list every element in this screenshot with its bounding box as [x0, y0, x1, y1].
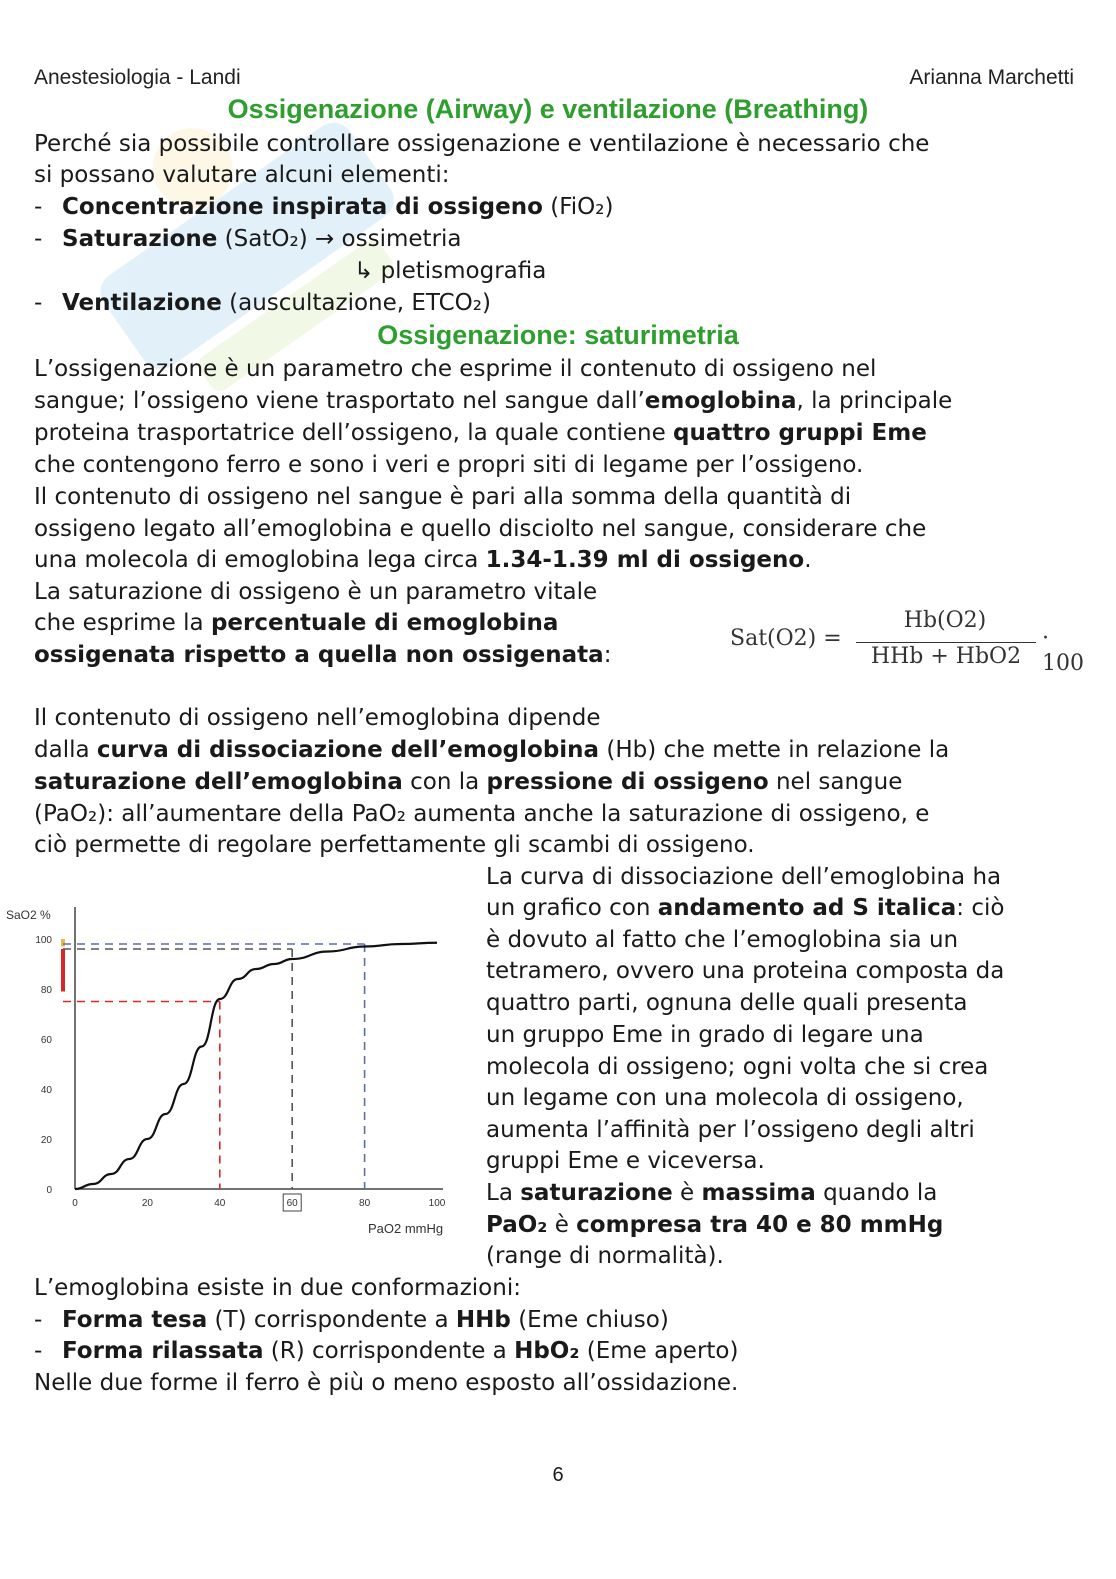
- para4-line-11: La saturazione è massima quando la: [486, 1180, 938, 1206]
- para1-line-7: una molecola di emoglobina lega circa 1.34-1.39 ml di ossigeno.: [34, 547, 812, 573]
- formula-lhs: Sat(O2) =: [730, 626, 842, 651]
- x-tick-label: 80: [359, 1198, 371, 1209]
- header-left: Anestesiologia - Landi: [34, 66, 241, 89]
- x-tick-label: 20: [141, 1198, 153, 1209]
- bullet-sato2-rest: (SatO₂) → ossimetria: [217, 226, 462, 252]
- para4-line-12: PaO₂ è compresa tra 40 e 80 mmHg: [486, 1212, 944, 1238]
- para1-line-4: che contengono ferro e sono i veri e propri siti di legame per l’ossigeno.: [34, 452, 864, 478]
- bullet-ventilazione: - Ventilazione (auscultazione, ETCO₂): [34, 290, 491, 316]
- para1-line-2: sangue; l’ossigeno viene trasportato nel sangue dall’emoglobina, la principale: [34, 388, 953, 414]
- para1-line-1: L’ossigenazione è un parametro che esprime il contenuto di ossigeno nel: [34, 356, 877, 382]
- y-axis-label: SaO2 %: [6, 908, 51, 922]
- intro-line-2: si possano valutare alcuni elementi:: [34, 162, 450, 188]
- x-axis-label: PaO2 mmHg: [368, 1221, 444, 1236]
- y-tick-label: 40: [40, 1085, 52, 1096]
- para2-line-1: La saturazione di ossigeno è un parametro vitale: [34, 579, 598, 605]
- para3-line-2: dalla curva di dissociazione dell’emoglobina (Hb) che mette in relazione la: [34, 737, 950, 763]
- y-tick-label: 80: [40, 985, 52, 996]
- dissociation-curve: [75, 943, 437, 1189]
- para1-line-6: ossigeno legato all’emoglobina e quello disciolto nel sangue, considerare che: [34, 516, 927, 542]
- formula-numerator: Hb(O2): [903, 608, 987, 633]
- bullet-sato2-bold: Saturazione: [62, 226, 218, 252]
- para5-line-2: Nelle due forme il ferro è più o meno esposto all’ossidazione.: [34, 1370, 739, 1396]
- header-right: Arianna Marchetti: [909, 66, 1074, 89]
- para3-line-4: (PaO₂): all’aumentare della PaO₂ aumenta anche la saturazione di ossigeno, e: [34, 801, 930, 827]
- y-tick-label: 100: [35, 935, 52, 946]
- para2-line-2: che esprime la percentuale di emoglobina: [34, 610, 559, 636]
- para1-line-5: Il contenuto di ossigeno nel sangue è pari alla somma della quantità di: [34, 484, 852, 510]
- para4-line-3: è dovuto al fatto che l’emoglobina sia un: [486, 927, 959, 953]
- page-number: 6: [552, 1464, 564, 1486]
- bullet-fio2: - Concentrazione inspirata di ossigeno (FiO₂): [34, 194, 614, 220]
- para4-line-2: un grafico con andamento ad S italica: ciò: [486, 895, 1005, 921]
- para4-line-1: La curva di dissociazione dell’emoglobina ha: [486, 864, 1002, 890]
- bullet-fio2-bold: Concentrazione inspirata di ossigeno: [62, 194, 543, 220]
- para3-line-5: ciò permette di regolare perfettamente gli scambi di ossigeno.: [34, 832, 755, 858]
- hb-dissociation-chart: [0, 896, 470, 1246]
- bullet-sato2: - Saturazione (SatO₂) → ossimetria: [34, 226, 462, 252]
- para3-line-3: saturazione dell’emoglobina con la pressione di ossigeno nel sangue: [34, 769, 903, 795]
- para4-line-10: gruppi Eme e viceversa.: [486, 1148, 765, 1174]
- section-title-saturimetria: Ossigenazione: saturimetria: [377, 320, 739, 350]
- y-tick-label: 20: [40, 1135, 52, 1146]
- bullet-forma-tesa: - Forma tesa (T) corrispondente a HHb (Eme chiuso): [34, 1307, 669, 1333]
- para1-line-3: proteina trasportatrice dell’ossigeno, la quale contiene quattro gruppi Eme: [34, 420, 927, 446]
- para2-line-3: ossigenata rispetto a quella non ossigenata:: [34, 642, 612, 668]
- saturation-formula: [730, 604, 1084, 678]
- para4-line-9: aumenta l’affinità per l’ossigeno degli altri: [486, 1117, 975, 1143]
- sat-sub-pletismografia: ↳ pletismografia: [354, 258, 547, 284]
- para4-line-6: un gruppo Eme in grado di legare una: [486, 1022, 924, 1048]
- bullet-vent-bold: Ventilazione: [62, 290, 222, 316]
- bullet-fio2-rest: (FiO₂): [542, 194, 614, 220]
- y-tick-label: 0: [46, 1185, 52, 1196]
- x-tick-label: 40: [214, 1198, 226, 1209]
- para4-line-5: quattro parti, ognuna delle quali presenta: [486, 990, 968, 1016]
- para4-line-7: molecola di ossigeno; ogni volta che si crea: [486, 1054, 989, 1080]
- para4-line-4: tetramero, ovvero una proteina composta da: [486, 958, 1005, 984]
- para5-line-1: L’emoglobina esiste in due conformazioni:: [34, 1275, 521, 1301]
- para4-line-13: (range di normalità).: [486, 1243, 724, 1269]
- formula-rhs: · 100: [1042, 626, 1084, 676]
- formula-fraction-bar: [856, 642, 1036, 643]
- formula-denominator: HHb + HbO2: [870, 644, 1022, 669]
- x-tick-label: 0: [72, 1198, 78, 1209]
- intro-line-1: Perché sia possibile controllare ossigenazione e ventilazione è necessario che: [34, 131, 930, 157]
- section-title-ossigenazione-ventilazione: Ossigenazione (Airway) e ventilazione (Breathing): [227, 94, 869, 124]
- bullet-vent-rest: (auscultazione, ETCO₂): [221, 290, 491, 316]
- y-tick-label: 60: [40, 1035, 52, 1046]
- para3-line-1: Il contenuto di ossigeno nell’emoglobina dipende: [34, 705, 601, 731]
- x-tick-label: 100: [428, 1198, 446, 1209]
- x-tick-label: 60: [286, 1198, 298, 1209]
- bullet-forma-rilassata: - Forma rilassata (R) corrispondente a HbO₂ (Eme aperto): [34, 1338, 739, 1364]
- para4-line-8: un legame con una molecola di ossigeno,: [486, 1085, 964, 1111]
